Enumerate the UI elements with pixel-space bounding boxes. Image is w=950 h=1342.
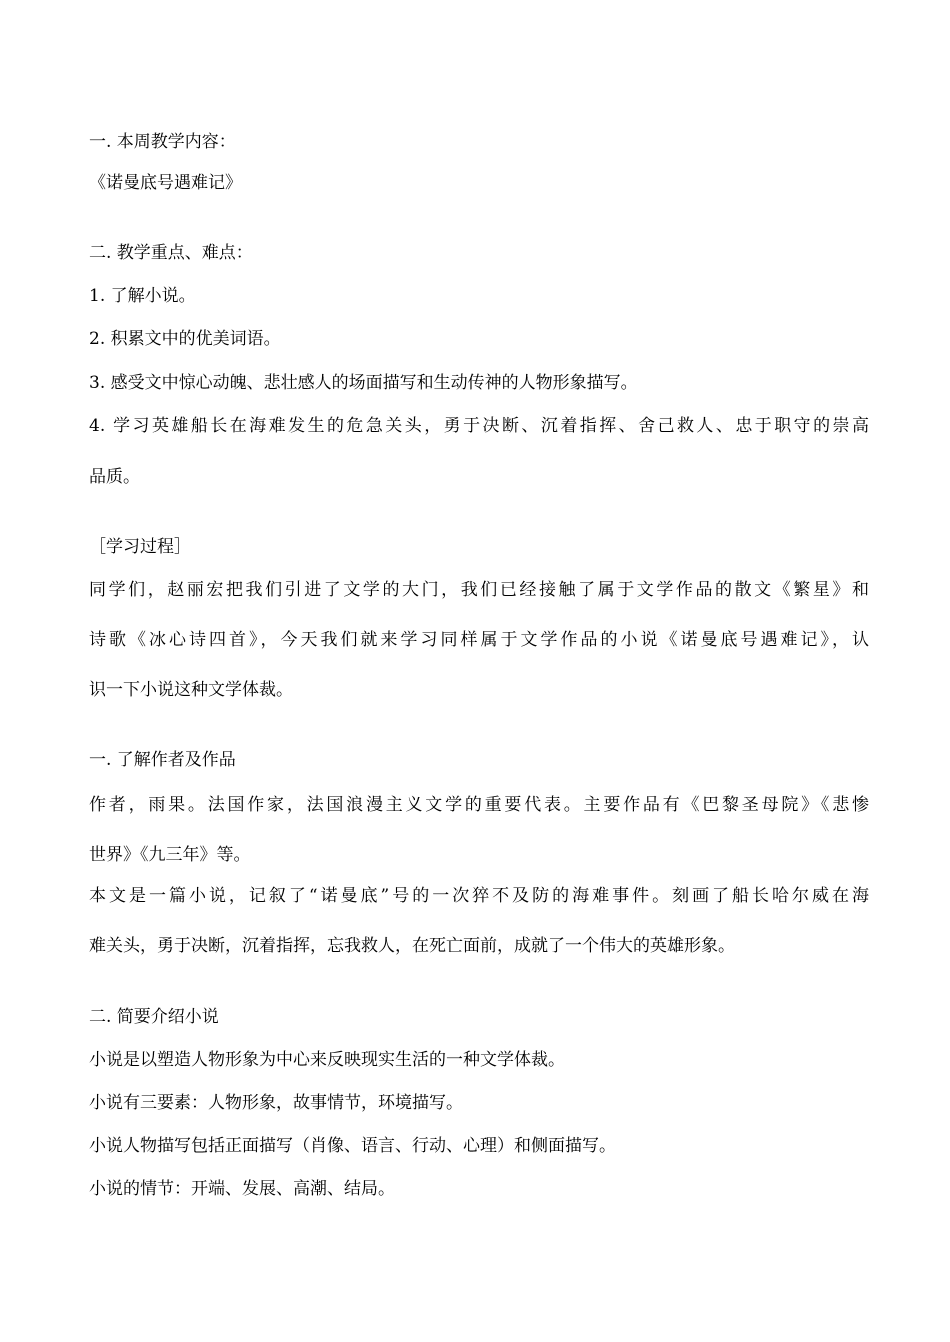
section-heading-novel: 二. 简要介绍小说 bbox=[89, 1007, 219, 1027]
author-line-4: 难关头，勇于决断，沉着指挥，忘我救人，在死亡面前，成就了一个伟大的英雄形象。 bbox=[89, 936, 735, 956]
novel-line-4: 小说的情节：开端、发展、高潮、结局。 bbox=[89, 1179, 395, 1199]
novel-line-1: 小说是以塑造人物形象为中心来反映现实生活的一种文学体裁。 bbox=[89, 1050, 565, 1070]
lesson-title: 《诺曼底号遇难记》 bbox=[89, 173, 242, 193]
process-intro-line-3: 识一下小说这种文学体裁。 bbox=[89, 680, 293, 700]
author-line-1: 作者，雨果。法国作家，法国浪漫主义文学的重要代表。主要作品有《巴黎圣母院》《悲惨 bbox=[89, 795, 869, 815]
process-intro-line-1: 同学们，赵丽宏把我们引进了文学的大门，我们已经接触了属于文学作品的散文《繁星》和 bbox=[89, 580, 869, 600]
process-heading: ［学习过程］ bbox=[89, 537, 191, 557]
section-heading-author: 一. 了解作者及作品 bbox=[89, 750, 236, 770]
focus-item-4-continued: 品质。 bbox=[89, 467, 140, 487]
author-line-3: 本文是一篇小说，记叙了“诺曼底”号的一次猝不及防的海难事件。刻画了船长哈尔威在海 bbox=[89, 886, 869, 906]
section-heading-content: 一. 本周教学内容： bbox=[89, 132, 236, 152]
section-heading-focus: 二. 教学重点、难点： bbox=[89, 243, 253, 263]
focus-item-3: 3. 感受文中惊心动魄、悲壮感人的场面描写和生动传神的人物形象描写。 bbox=[89, 373, 638, 393]
focus-item-4: 4. 学习英雄船长在海难发生的危急关头，勇于决断、沉着指挥、舍己救人、忠于职守的崇高 bbox=[89, 416, 869, 436]
author-line-2: 世界》《九三年》等。 bbox=[89, 845, 251, 865]
novel-line-3: 小说人物描写包括正面描写（肖像、语言、行动、心理）和侧面描写。 bbox=[89, 1136, 616, 1156]
focus-item-2: 2. 积累文中的优美词语。 bbox=[89, 329, 281, 349]
process-intro-line-2: 诗歌《冰心诗四首》，今天我们就来学习同样属于文学作品的小说《诺曼底号遇难记》，认 bbox=[89, 630, 869, 650]
novel-line-2: 小说有三要素：人物形象，故事情节，环境描写。 bbox=[89, 1093, 463, 1113]
focus-item-1: 1. 了解小说。 bbox=[89, 286, 196, 306]
